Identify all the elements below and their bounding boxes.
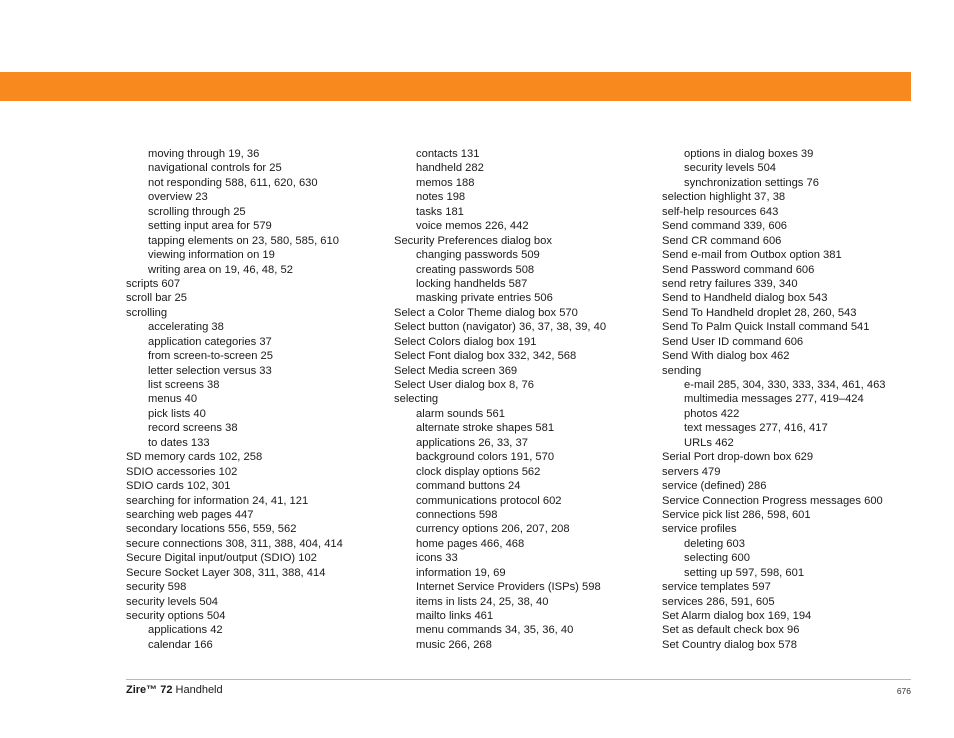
index-entry: Serial Port drop-down box 629: [662, 451, 814, 464]
index-subentry: record screens 38: [148, 422, 238, 435]
index-subentry: text messages 277, 416, 417: [684, 422, 828, 435]
index-entry: sending: [662, 364, 702, 377]
index-entry: self-help resources 643: [662, 205, 779, 218]
index-subentry: masking private entries 506: [416, 292, 553, 305]
index-entry: Select button (navigator) 36, 37, 38, 39, 40: [394, 321, 607, 334]
index-entry: Service Connection Progress messages 600: [662, 494, 883, 507]
page-number: 676: [896, 686, 911, 696]
index-entry: selecting: [394, 393, 439, 406]
index-subentry: menus 40: [148, 393, 198, 406]
index-subentry: applications 26, 33, 37: [416, 436, 528, 449]
index-subentry: scrolling through 25: [148, 205, 246, 218]
index-subentry: moving through 19, 36: [148, 148, 260, 160]
footer-brand: Zire™ 72: [126, 684, 173, 696]
index-subentry: communications protocol 602: [416, 494, 562, 507]
index-entry: Secure Socket Layer 308, 311, 388, 414: [126, 566, 326, 579]
index-entry: SD memory cards 102, 258: [126, 451, 263, 464]
index-subentry: synchronization settings 76: [684, 176, 819, 189]
footer-product: Handheld: [172, 684, 223, 696]
index-entry: Select User dialog box 8, 76: [394, 379, 534, 391]
index-subentry: options in dialog boxes 39: [684, 148, 814, 160]
index-subentry: items in lists 24, 25, 38, 40: [416, 595, 549, 608]
index-entry: Send To Palm Quick Install command 541: [662, 321, 870, 334]
index-entry: service templates 597: [662, 581, 771, 594]
index-subentry: applications 42: [148, 624, 223, 637]
index-subentry: e-mail 285, 304, 330, 333, 334, 461, 463: [684, 379, 886, 391]
index-entry: Set as default check box 96: [662, 624, 800, 637]
index-subentry: currency options 206, 207, 208: [416, 523, 570, 536]
index-entry: Select Media screen 369: [394, 364, 518, 377]
index-subentry: information 19, 69: [416, 566, 506, 579]
index-subentry: changing passwords 509: [416, 249, 540, 262]
index-subentry: from screen-to-screen 25: [148, 350, 273, 363]
index-entry: Send CR command 606: [662, 234, 782, 247]
index-entry: Send User ID command 606: [662, 335, 804, 348]
index-entry: Secure Digital input/output (SDIO) 102: [126, 552, 317, 565]
index-subentry: setting input area for 579: [148, 220, 272, 233]
index-subentry: application categories 37: [148, 335, 272, 348]
index-entry: SDIO accessories 102: [126, 465, 238, 478]
index-subentry: contacts 131: [416, 148, 480, 160]
index-subentry: accelerating 38: [148, 321, 224, 334]
index-entry: selection highlight 37, 38: [662, 191, 786, 204]
index-entry: secure connections 308, 311, 388, 404, 414: [126, 537, 343, 550]
index-subentry: calendar 166: [148, 638, 213, 651]
index-subentry: tapping elements on 23, 580, 585, 610: [148, 234, 339, 247]
index-subentry: overview 23: [148, 191, 208, 204]
index-subentry: tasks 181: [416, 205, 464, 218]
index-entry: Select a Color Theme dialog box 570: [394, 306, 578, 319]
index-column-3: [662, 147, 886, 652]
index-subentry: setting up 597, 598, 601: [684, 566, 805, 579]
index-subentry: multimedia messages 277, 419–424: [684, 393, 864, 406]
index-entry: Send With dialog box 462: [662, 350, 790, 363]
index-entry: Select Font dialog box 332, 342, 568: [394, 350, 577, 363]
index-subentry: to dates 133: [148, 436, 210, 449]
footer-title: [126, 683, 223, 697]
index-entry: Set Alarm dialog box 169, 194: [662, 610, 812, 622]
index-subentry: navigational controls for 25: [148, 162, 282, 175]
index-subentry: menu commands 34, 35, 36, 40: [416, 624, 574, 637]
index-entry: scroll bar 25: [126, 292, 187, 305]
index-subentry: not responding 588, 611, 620, 630: [148, 176, 318, 189]
index-entry: Set Country dialog box 578: [662, 638, 797, 651]
index-subentry: writing area on 19, 46, 48, 52: [148, 263, 293, 276]
index-subentry: mailto links 461: [416, 610, 494, 622]
index-entry: security options 504: [126, 610, 226, 622]
index-subentry: Internet Service Providers (ISPs) 598: [416, 581, 601, 594]
index-entry: scripts 607: [126, 277, 181, 290]
index-subentry: memos 188: [416, 176, 475, 189]
index-subentry: connections 598: [416, 508, 498, 521]
index-subentry: pick lists 40: [148, 407, 206, 420]
index-entry: Send Password command 606: [662, 263, 815, 276]
index-entry: servers 479: [662, 465, 721, 478]
index-entry: secondary locations 556, 559, 562: [126, 523, 297, 536]
index-entry: scrolling: [126, 306, 168, 319]
index-subentry: list screens 38: [148, 379, 220, 391]
index-subentry: selecting 600: [684, 552, 750, 565]
index-subentry: alarm sounds 561: [416, 407, 505, 420]
index-entry: Send To Handheld droplet 28, 260, 543: [662, 306, 857, 319]
index-subentry: handheld 282: [416, 162, 484, 175]
index-subentry: viewing information on 19: [148, 249, 275, 262]
index-subentry: letter selection versus 33: [148, 364, 272, 377]
index-entry: Send command 339, 606: [662, 220, 788, 233]
index-entry: Send to Handheld dialog box 543: [662, 292, 828, 305]
index-column-1: [126, 147, 343, 652]
index-entry: services 286, 591, 605: [662, 595, 775, 608]
index-entry: searching for information 24, 41, 121: [126, 494, 309, 507]
index-subentry: photos 422: [684, 407, 740, 420]
index-entry: send retry failures 339, 340: [662, 277, 798, 290]
index-subentry: creating passwords 508: [416, 263, 535, 276]
index-subentry: locking handhelds 587: [416, 277, 528, 290]
index-entry: Select Colors dialog box 191: [394, 335, 537, 348]
index-entry: Service pick list 286, 598, 601: [662, 508, 811, 521]
header-banner: [0, 72, 911, 101]
index-column-2: [394, 147, 606, 652]
index-entry: security 598: [126, 581, 187, 594]
index-entry: Send e-mail from Outbox option 381: [662, 249, 842, 262]
index-subentry: icons 33: [416, 552, 458, 565]
index-entry: searching web pages 447: [126, 508, 254, 521]
index-subentry: deleting 603: [684, 537, 745, 550]
index-entry: security levels 504: [126, 595, 219, 608]
footer-rule: [126, 679, 911, 680]
index-subentry: security levels 504: [684, 162, 777, 175]
index-subentry: voice memos 226, 442: [416, 220, 529, 233]
index-subentry: home pages 466, 468: [416, 537, 525, 550]
index-entry: service profiles: [662, 523, 737, 536]
index-subentry: command buttons 24: [416, 480, 521, 493]
index-subentry: music 266, 268: [416, 638, 492, 651]
index-entry: service (defined) 286: [662, 480, 767, 493]
index-entry: Security Preferences dialog box: [394, 234, 552, 247]
index-subentry: alternate stroke shapes 581: [416, 422, 555, 435]
index-subentry: notes 198: [416, 191, 466, 204]
index-subentry: clock display options 562: [416, 465, 541, 478]
index-subentry: URLs 462: [684, 436, 734, 449]
index-subentry: background colors 191, 570: [416, 451, 555, 464]
index-entry: SDIO cards 102, 301: [126, 480, 231, 493]
